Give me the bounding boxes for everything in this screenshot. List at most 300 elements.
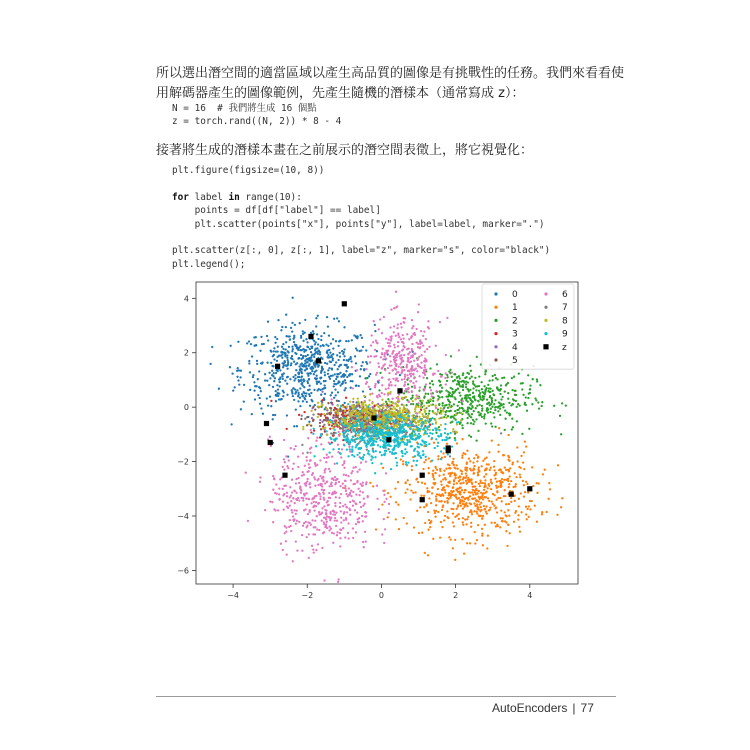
data-point: [444, 456, 446, 458]
data-point: [367, 450, 369, 452]
z-point: [509, 492, 514, 497]
data-point: [358, 385, 360, 387]
data-point: [384, 412, 386, 414]
data-point: [352, 527, 354, 529]
data-point: [461, 489, 463, 491]
data-point: [281, 398, 283, 400]
data-point: [395, 424, 397, 426]
data-point: [308, 385, 310, 387]
data-point: [414, 410, 416, 412]
data-point: [420, 418, 422, 420]
legend-label: 9: [562, 329, 568, 340]
data-point: [324, 387, 326, 389]
data-point: [417, 343, 419, 345]
data-point: [436, 363, 438, 365]
data-point: [304, 418, 306, 420]
data-point: [384, 528, 386, 530]
data-point: [527, 397, 529, 399]
data-point: [468, 434, 470, 436]
data-point: [388, 409, 390, 411]
data-point: [479, 485, 481, 487]
data-point: [259, 481, 261, 483]
data-point: [323, 493, 325, 495]
data-point: [366, 431, 368, 433]
data-point: [298, 414, 300, 416]
data-point: [327, 500, 329, 502]
data-point: [361, 515, 363, 517]
data-point: [445, 417, 447, 419]
data-point: [301, 362, 303, 364]
data-point: [443, 486, 445, 488]
data-point: [310, 345, 312, 347]
data-point: [492, 390, 494, 392]
data-point: [485, 370, 487, 372]
data-point: [300, 379, 302, 381]
data-point: [373, 422, 375, 424]
data-point: [339, 485, 341, 487]
data-point: [367, 412, 369, 414]
data-point: [411, 327, 413, 329]
data-point: [350, 387, 352, 389]
data-point: [357, 420, 359, 422]
data-point: [420, 330, 422, 332]
data-point: [268, 372, 270, 374]
data-point: [285, 455, 287, 457]
data-point: [330, 342, 332, 344]
data-point: [438, 475, 440, 477]
data-point: [410, 489, 412, 491]
data-point: [383, 453, 385, 455]
data-point: [448, 403, 450, 405]
data-point: [413, 425, 415, 427]
data-point: [346, 437, 348, 439]
data-point: [326, 454, 328, 456]
data-point: [484, 484, 486, 486]
data-point: [389, 342, 391, 344]
data-point: [335, 340, 337, 342]
data-point: [296, 425, 298, 427]
data-point: [398, 411, 400, 413]
data-point: [415, 368, 417, 370]
data-point: [302, 356, 304, 358]
data-point: [371, 428, 373, 430]
data-point: [327, 456, 329, 458]
data-point: [343, 444, 345, 446]
data-point: [289, 335, 291, 337]
data-point: [473, 465, 475, 467]
data-point: [395, 452, 397, 454]
data-point: [304, 465, 306, 467]
data-point: [366, 420, 368, 422]
data-point: [387, 387, 389, 389]
data-point: [468, 390, 470, 392]
data-point: [518, 505, 520, 507]
data-point: [350, 479, 352, 481]
data-point: [402, 404, 404, 406]
data-point: [445, 389, 447, 391]
data-point: [449, 467, 451, 469]
data-point: [471, 413, 473, 415]
data-point: [330, 528, 332, 530]
legend-marker: [494, 306, 497, 309]
data-point: [388, 372, 390, 374]
data-point: [369, 418, 371, 420]
data-point: [334, 463, 336, 465]
data-point: [548, 482, 550, 484]
data-point: [431, 433, 433, 435]
code-block-latent-sample: [172, 102, 341, 129]
data-point: [303, 411, 305, 413]
z-point: [386, 437, 391, 442]
data-point: [279, 369, 281, 371]
data-point: [511, 463, 513, 465]
data-point: [375, 528, 377, 530]
data-point: [334, 519, 336, 521]
data-point: [321, 402, 323, 404]
data-point: [371, 435, 373, 437]
data-point: [467, 400, 469, 402]
data-point: [356, 337, 358, 339]
data-point: [348, 487, 350, 489]
data-point: [334, 407, 336, 409]
data-point: [292, 376, 294, 378]
legend-label: 2: [512, 316, 518, 327]
data-point: [428, 467, 430, 469]
data-point: [474, 377, 476, 379]
data-point: [474, 531, 476, 533]
data-point: [365, 383, 367, 385]
data-point: [366, 417, 368, 419]
data-point: [279, 385, 281, 387]
data-point: [408, 361, 410, 363]
data-point: [442, 452, 444, 454]
data-point: [299, 405, 301, 407]
data-point: [539, 384, 541, 386]
data-point: [383, 445, 385, 447]
data-point: [344, 379, 346, 381]
data-point: [273, 508, 275, 510]
data-point: [465, 376, 467, 378]
data-point: [321, 404, 323, 406]
data-point: [306, 416, 308, 418]
data-point: [292, 387, 294, 389]
data-point: [363, 368, 365, 370]
data-point: [444, 414, 446, 416]
data-point: [407, 415, 409, 417]
data-point: [411, 335, 413, 337]
data-point: [514, 394, 516, 396]
data-point: [378, 379, 380, 381]
data-point: [465, 480, 467, 482]
data-point: [504, 466, 506, 468]
data-point: [312, 548, 314, 550]
data-point: [416, 370, 418, 372]
data-point: [258, 370, 260, 372]
data-point: [462, 521, 464, 523]
data-point: [329, 519, 331, 521]
data-point: [475, 407, 477, 409]
data-point: [261, 343, 263, 345]
data-point: [309, 448, 311, 450]
code-line: points = df[df["label"] == label]: [172, 205, 381, 217]
data-point: [248, 340, 250, 342]
data-point: [382, 348, 384, 350]
code-line: plt.scatter(z[:, 0], z[:, 1], label="z", marker="s", color="black"): [172, 245, 551, 257]
data-point: [291, 346, 293, 348]
data-point: [296, 389, 298, 391]
data-point: [330, 394, 332, 396]
data-point: [361, 421, 363, 423]
data-point: [445, 404, 447, 406]
data-point: [400, 429, 402, 431]
data-point: [387, 342, 389, 344]
data-point: [317, 402, 319, 404]
data-point: [413, 460, 415, 462]
data-point: [403, 418, 405, 420]
data-point: [401, 341, 403, 343]
data-point: [405, 461, 407, 463]
data-point: [360, 365, 362, 367]
data-point: [477, 456, 479, 458]
data-point: [375, 404, 377, 406]
data-point: [328, 526, 330, 528]
data-point: [455, 494, 457, 496]
data-point: [456, 376, 458, 378]
data-point: [397, 396, 399, 398]
data-point: [310, 429, 312, 431]
data-point: [447, 391, 449, 393]
data-point: [395, 359, 397, 361]
data-point: [274, 336, 276, 338]
data-point: [507, 382, 509, 384]
data-point: [353, 455, 355, 457]
data-point: [283, 468, 285, 470]
data-point: [453, 479, 455, 481]
data-point: [414, 398, 416, 400]
data-point: [293, 399, 295, 401]
data-point: [323, 345, 325, 347]
data-point: [505, 503, 507, 505]
data-point: [422, 335, 424, 337]
data-point: [273, 478, 275, 480]
data-point: [293, 518, 295, 520]
data-point: [362, 505, 364, 507]
data-point: [293, 335, 295, 337]
data-point: [386, 425, 388, 427]
data-point: [466, 518, 468, 520]
data-point: [532, 378, 534, 380]
data-point: [346, 506, 348, 508]
data-point: [312, 413, 314, 415]
data-point: [357, 434, 359, 436]
data-point: [451, 491, 453, 493]
data-point: [494, 374, 496, 376]
data-point: [458, 392, 460, 394]
data-point: [434, 427, 436, 429]
data-point: [452, 512, 454, 514]
data-point: [372, 341, 374, 343]
data-point: [390, 339, 392, 341]
data-point: [525, 506, 527, 508]
data-point: [332, 347, 334, 349]
data-point: [507, 434, 509, 436]
data-point: [481, 405, 483, 407]
data-point: [332, 338, 334, 340]
data-point: [319, 459, 321, 461]
data-point: [452, 428, 454, 430]
data-point: [434, 472, 436, 474]
data-point: [347, 522, 349, 524]
data-point: [513, 521, 515, 523]
data-point: [295, 408, 297, 410]
data-point: [245, 472, 247, 474]
data-point: [420, 425, 422, 427]
data-point: [481, 534, 483, 536]
data-point: [348, 440, 350, 442]
data-point: [487, 535, 489, 537]
data-point: [329, 351, 331, 353]
data-point: [429, 526, 431, 528]
data-point: [320, 484, 322, 486]
data-point: [359, 490, 361, 492]
data-point: [339, 433, 341, 435]
data-point: [376, 427, 378, 429]
data-point: [372, 456, 374, 458]
data-point: [503, 454, 505, 456]
page-number: 77: [580, 701, 594, 715]
data-point: [416, 478, 418, 480]
data-point: [414, 334, 416, 336]
data-point: [355, 420, 357, 422]
data-point: [326, 352, 328, 354]
data-point: [526, 508, 528, 510]
data-point: [340, 405, 342, 407]
data-point: [274, 414, 276, 416]
data-point: [279, 378, 281, 380]
data-point: [425, 368, 427, 370]
data-point: [390, 308, 392, 310]
data-point: [462, 517, 464, 519]
data-point: [360, 430, 362, 432]
data-point: [345, 474, 347, 476]
data-point: [381, 434, 383, 436]
data-point: [410, 403, 412, 405]
data-point: [323, 489, 325, 491]
data-point: [443, 489, 445, 491]
data-point: [331, 368, 333, 370]
z-point: [420, 473, 425, 478]
data-point: [347, 427, 349, 429]
data-point: [305, 526, 307, 528]
data-point: [314, 533, 316, 535]
data-point: [472, 486, 474, 488]
data-point: [389, 326, 391, 328]
data-point: [298, 365, 300, 367]
data-point: [293, 425, 295, 427]
data-point: [475, 499, 477, 501]
data-point: [327, 402, 329, 404]
data-point: [305, 368, 307, 370]
data-point: [471, 513, 473, 515]
data-point: [464, 518, 466, 520]
data-point: [328, 451, 330, 453]
data-point: [313, 455, 315, 457]
data-point: [498, 401, 500, 403]
data-point: [359, 501, 361, 503]
data-point: [326, 413, 328, 415]
data-point: [292, 560, 294, 562]
data-point: [406, 488, 408, 490]
data-point: [380, 356, 382, 358]
data-point: [314, 495, 316, 497]
data-point: [437, 370, 439, 372]
data-point: [423, 330, 425, 332]
data-point: [270, 400, 272, 402]
data-point: [306, 341, 308, 343]
data-point: [368, 437, 370, 439]
data-point: [403, 369, 405, 371]
data-point: [392, 428, 394, 430]
data-point: [416, 510, 418, 512]
data-point: [397, 400, 399, 402]
data-point: [379, 446, 381, 448]
data-point: [496, 490, 498, 492]
data-point: [404, 381, 406, 383]
data-point: [440, 484, 442, 486]
data-point: [397, 446, 399, 448]
data-point: [416, 359, 418, 361]
data-point: [363, 436, 365, 438]
data-point: [540, 405, 542, 407]
data-point: [471, 405, 473, 407]
code-line: plt.legend();: [172, 258, 246, 270]
data-point: [400, 323, 402, 325]
data-point: [454, 398, 456, 400]
data-point: [320, 372, 322, 374]
data-point: [254, 398, 256, 400]
data-point: [416, 412, 418, 414]
data-point: [316, 333, 318, 335]
data-point: [390, 384, 392, 386]
data-point: [406, 522, 408, 524]
data-point: [298, 394, 300, 396]
data-point: [383, 501, 385, 503]
data-point: [473, 502, 475, 504]
data-point: [492, 375, 494, 377]
data-point: [406, 374, 408, 376]
data-point: [451, 393, 453, 395]
chapter-title: AutoEncoders: [492, 701, 568, 715]
data-point: [377, 362, 379, 364]
data-point: [411, 356, 413, 358]
data-point: [497, 405, 499, 407]
data-point: [389, 496, 391, 498]
data-point: [425, 413, 427, 415]
data-point: [359, 436, 361, 438]
data-point: [524, 440, 526, 442]
data-point: [301, 415, 303, 417]
data-point: [349, 401, 351, 403]
data-point: [374, 438, 376, 440]
data-point: [298, 499, 300, 501]
data-point: [458, 401, 460, 403]
data-point: [446, 443, 448, 445]
data-point: [382, 406, 384, 408]
data-point: [378, 366, 380, 368]
data-point: [460, 412, 462, 414]
data-point: [294, 324, 296, 326]
data-point: [293, 379, 295, 381]
